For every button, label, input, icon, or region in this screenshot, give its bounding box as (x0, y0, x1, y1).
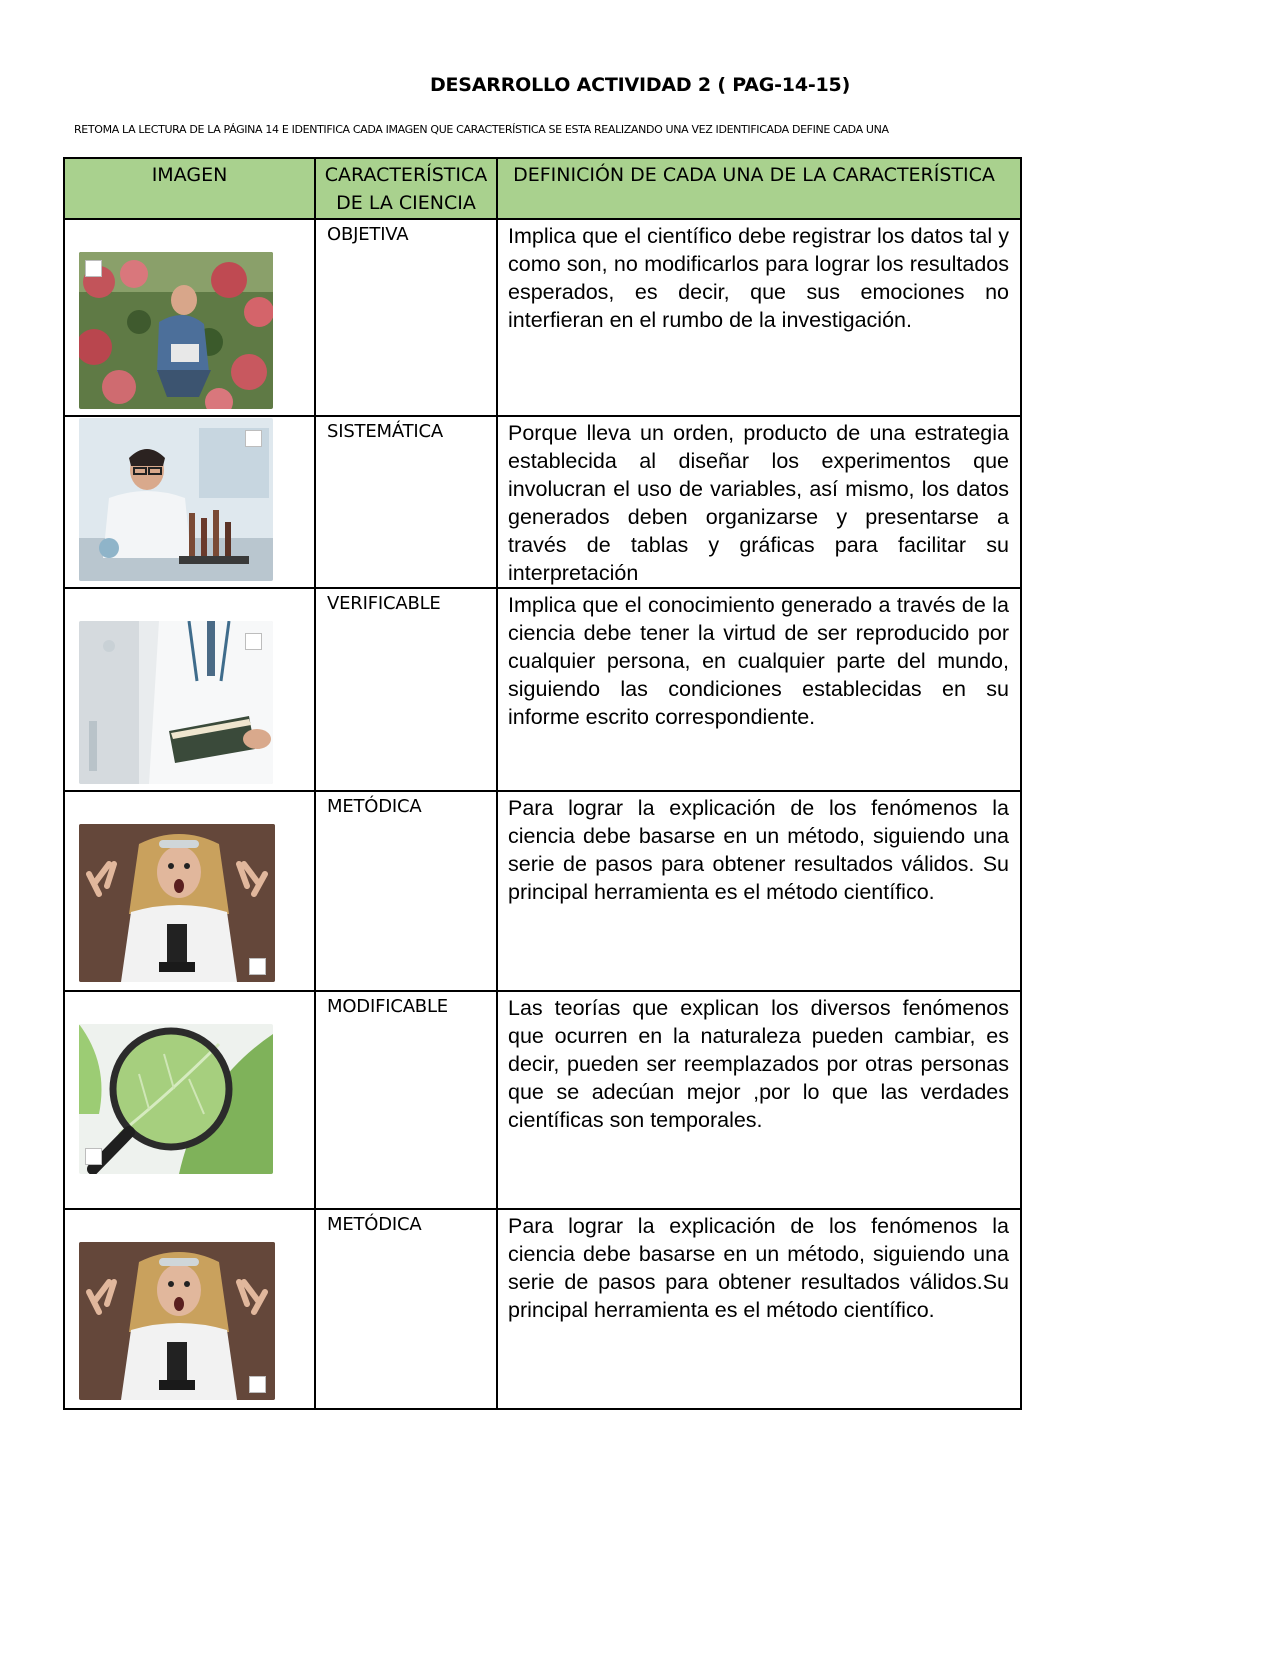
image-cell (64, 416, 315, 588)
scientist-reading-book-photo (79, 621, 273, 784)
checkbox-icon (245, 430, 262, 447)
image-cell (64, 219, 315, 416)
checkbox-icon (85, 260, 102, 277)
definition-cell: Implica que el conocimiento generado a través de la ciencia debe tener la virtud de ser reproducido por cualquier persona, en cualquier parte del mundo, siguiendo las condiciones establecidas en su informe escrito correspondiente. (497, 588, 1021, 791)
definition-cell: Porque lleva un orden, producto de una estrategia establecida al diseñar los experimentos que involucran el uso de variables, así mismo, los datos generados deben organizarse y presentarse a través de tablas y gráficas para facilitar su interpretación (497, 416, 1021, 588)
table-row (64, 588, 1021, 791)
table-header-row (64, 158, 1021, 219)
checkbox-icon (249, 958, 266, 975)
instruction-text: RETOMA LA LECTURA DE LA PÁGINA 14 E IDENTIFICA CADA IMAGEN QUE CARACTERÍSTICA SE ESTA REALIZANDO UNA VEZ IDENTIFICADA DEFINE CADA UNA (74, 123, 889, 136)
page-title: DESARROLLO ACTIVIDAD 2 ( PAG-14-15) (429, 74, 851, 96)
definition-cell: Para lograr la explicación de los fenómenos la ciencia debe basarse en un método, siguiendo una serie de pasos para obtener resultados válidos. Su principal herramienta es el método científico. (497, 791, 1021, 991)
characteristic-cell: SISTEMÁTICA (315, 416, 497, 588)
checkbox-icon (245, 633, 262, 650)
checkbox-icon (249, 1376, 266, 1393)
image-cell (64, 991, 315, 1209)
definition-cell: Para lograr la explicación de los fenómenos la ciencia debe basarse en un método, siguiendo una serie de pasos para obtener resultados válidos.Su principal herramienta es el método científico. (497, 1209, 1021, 1409)
header-characteristic: CARACTERÍSTICA DE LA CIENCIA (315, 158, 497, 219)
table-row (64, 791, 1021, 991)
header-definition: DEFINICIÓN DE CADA UNA DE LA CARACTERÍSTICA (497, 158, 1021, 219)
scientist-with-test-tubes-photo (79, 418, 273, 581)
checkbox-icon (85, 1148, 102, 1165)
characteristic-cell: VERIFICABLE (315, 588, 497, 791)
characteristic-cell: METÓDICA (315, 1209, 497, 1409)
table-row (64, 219, 1021, 416)
magnifying-glass-leaf-photo (79, 1024, 273, 1174)
definition-cell: Las teorías que explican los diversos fenómenos que ocurren en la naturaleza pueden cambiar, es decir, pueden ser reemplazados por otras personas que se adecúan mejor ,por lo que las verdades científicas son temporales. (497, 991, 1021, 1209)
characteristic-cell: OBJETIVA (315, 219, 497, 416)
definition-cell: Implica que el científico debe registrar los datos tal y como son, no modificarlos para lograr los resultados esperados, es decir, que sus emociones no interfieran en el rumbo de la investigación. (497, 219, 1021, 416)
scientist-in-greenhouse-photo (79, 252, 273, 409)
header-image: IMAGEN (64, 158, 315, 219)
table-row (64, 991, 1021, 1209)
image-cell (64, 588, 315, 791)
image-cell (64, 1209, 315, 1409)
surprised-scientist-microscope-photo (79, 1242, 275, 1400)
image-cell (64, 791, 315, 991)
table-row (64, 1209, 1021, 1409)
table-row (64, 416, 1021, 588)
characteristics-table (63, 157, 1022, 1410)
characteristic-cell: METÓDICA (315, 791, 497, 991)
surprised-scientist-microscope-photo (79, 824, 275, 982)
characteristic-cell: MODIFICABLE (315, 991, 497, 1209)
